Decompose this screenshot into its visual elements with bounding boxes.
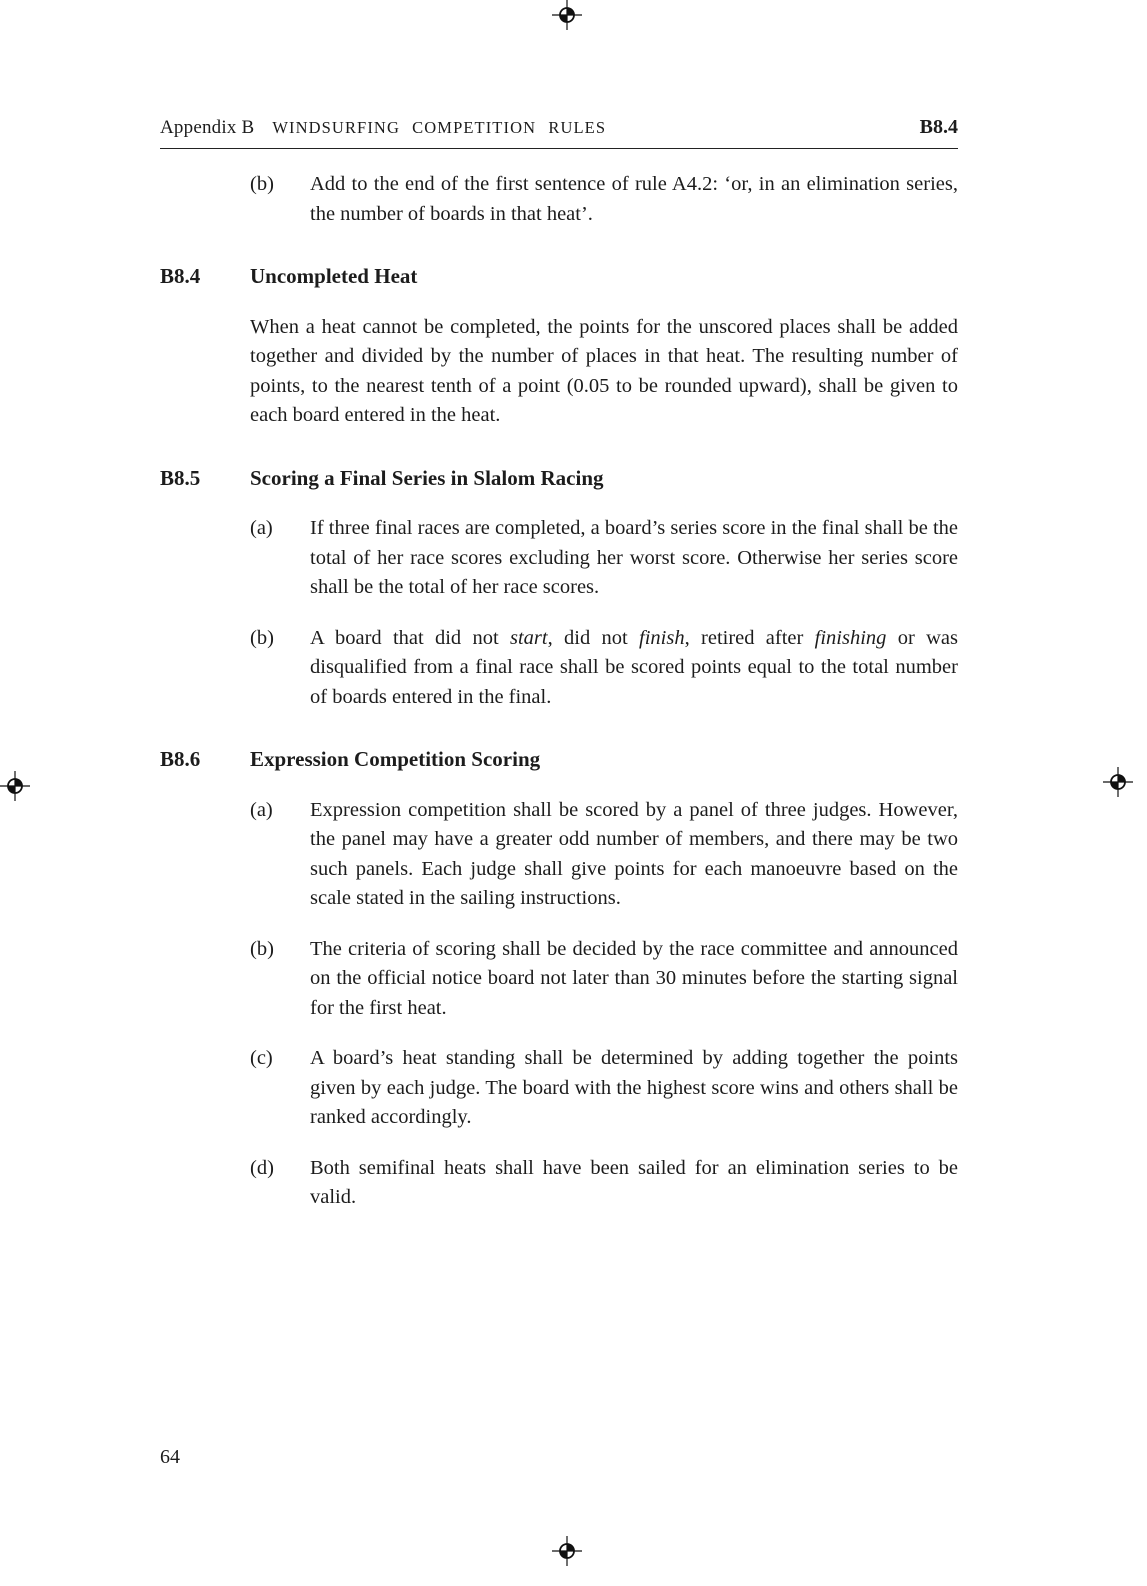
list-item-intro-b: [250, 170, 958, 229]
italic-term: start: [509, 626, 548, 649]
section-number: B8.4: [160, 264, 201, 288]
section-title: Expression Competition Scoring: [250, 747, 541, 771]
text-run: , did not: [547, 626, 640, 649]
page-header: [160, 116, 958, 149]
list-item-label: (b): [250, 173, 274, 195]
running-head: [160, 117, 606, 139]
section-title: Scoring a Final Series in Slalom Racing: [250, 465, 604, 490]
section-heading-b84: [160, 262, 958, 292]
list-item-label: (a): [250, 517, 273, 539]
list-item-text: [310, 624, 958, 713]
list-item-label: (b): [250, 626, 274, 649]
page-number: 64: [160, 1446, 180, 1468]
registration-mark-bottom-icon: [552, 1536, 582, 1566]
running-title: WINDSURFING COMPETITION RULES: [272, 118, 607, 137]
section-title: Uncompleted Heat: [250, 264, 418, 288]
list-item-b85-a: [250, 514, 958, 603]
list-item-text: Expression competition shall be scored by a panel of three judges. However, the panel may have a greater odd number of members, and there may be two such panels. Each judge shall give points for each manoeuvre based on the scale stated in the sailing instructions.: [310, 798, 958, 909]
registration-mark-left-icon: [0, 771, 30, 801]
list-item-b85-b: [250, 624, 958, 713]
list-item-b86-d: [250, 1154, 958, 1213]
list-item-text: The criteria of scoring shall be decided by the race committee and announced on the official notice board not later than 30 minutes before the starting signal for the first heat.: [310, 937, 958, 1019]
list-item-label: (b): [250, 937, 274, 960]
appendix-label: Appendix B: [160, 117, 255, 138]
document-body: [160, 170, 958, 1234]
section-heading-b85: [160, 464, 958, 494]
paragraph: When a heat cannot be completed, the points for the unscored places shall be added together and divided by the number of places in that heat. The resulting number of points, to the nearest tenth of a point (0.05 to be rounded upward), shall be given to each board entered in the heat.: [250, 315, 958, 426]
list-item-text: Both semifinal heats shall have been sailed for an elimination series to be valid.: [310, 1156, 958, 1208]
list-item-label: (c): [250, 1047, 273, 1069]
list-item-label: (d): [250, 1156, 274, 1179]
list-item-text: Add to the end of the first sentence of rule A4.2: ‘or, in an elimination series, the number of boards in that heat’.: [310, 173, 958, 225]
section-heading-b86: [160, 745, 958, 775]
section-number: B8.5: [160, 465, 201, 490]
text-run: A board that did not: [310, 626, 510, 649]
list-item-b86-a: [250, 796, 958, 914]
list-item-b86-b: [250, 935, 958, 1024]
italic-term: finishing: [814, 626, 887, 649]
italic-term: finish: [639, 626, 685, 649]
list-item-label: (a): [250, 798, 273, 821]
section-number: B8.6: [160, 747, 201, 771]
text-run: , retired after: [684, 626, 815, 649]
rule-reference: B8.4: [919, 116, 958, 138]
list-item-b86-c: [250, 1044, 958, 1133]
text-run: or was disqualified from a final race shall be scored points equal to the total number of boards entered in the final.: [310, 626, 958, 708]
registration-mark-right-icon: [1103, 767, 1133, 797]
registration-mark-top-icon: [552, 0, 582, 30]
list-item-text: If three final races are completed, a board’s series score in the final shall be the total of her race scores excluding her worst score. Otherwise her series score shall be the total of her race scores.: [310, 517, 958, 598]
list-item-text: A board’s heat standing shall be determined by adding together the points given by each judge. The board with the highest score wins and others shall be ranked accordingly.: [310, 1047, 958, 1128]
